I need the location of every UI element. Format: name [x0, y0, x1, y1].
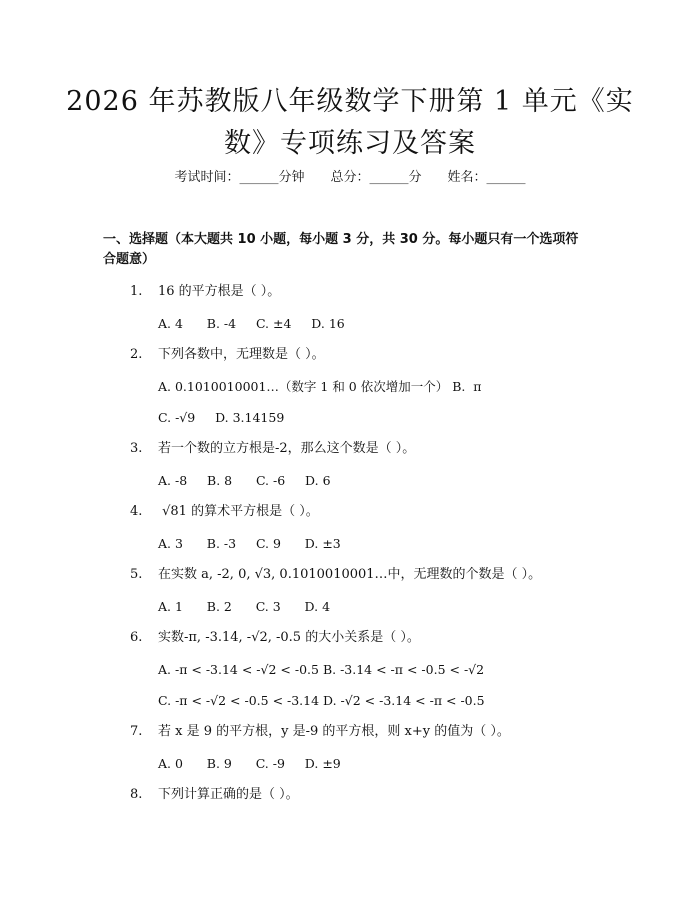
exam-info-row	[0, 168, 700, 188]
answer-options-line: C. -π < -√2 < -0.5 < -3.14 D. -√2 < -3.14 < -π < -0.5	[158, 693, 485, 708]
total-score-label: 总分：	[330, 170, 370, 185]
total-score-unit: 分	[408, 170, 422, 185]
student-name-blank: ______	[486, 170, 526, 185]
question-2	[130, 345, 325, 365]
exam-time-blank: ______	[239, 170, 279, 185]
answer-options-line: A. 0.1010010001…（数字 1 和 0 依次增加一个） B. π	[158, 379, 482, 394]
question-text: 下列计算正确的是（ ）。	[158, 787, 299, 802]
answer-options-line: A. 4 B. -4 C. ±4 D. 16	[158, 316, 345, 331]
question-text: 在实数 a, -2, 0, √3, 0.1010010001…中，无理数的个数是（ ）。	[158, 567, 542, 582]
question-text: 若一个数的立方根是-2，那么这个数是（ ）。	[158, 441, 416, 456]
question-number: 6.	[130, 630, 143, 645]
question-number: 2.	[130, 347, 143, 362]
page-title-line-2: 数》专项练习及答案	[224, 128, 476, 159]
answer-options-line: A. -8 B. 8 C. -6 D. 6	[158, 473, 331, 488]
answer-options-line: A. 3 B. -3 C. 9 D. ±3	[158, 536, 341, 551]
student-name-label: 姓名：	[447, 170, 487, 185]
question-3	[130, 439, 415, 459]
page-title-line-1: 2026 年苏教版八年级数学下册第 1 单元《实	[66, 86, 634, 117]
answer-options-line: A. 1 B. 2 C. 3 D. 4	[158, 599, 331, 614]
question-number: 1.	[130, 284, 143, 299]
question-text: √81 的算术平方根是（ ）。	[158, 504, 319, 519]
question-text: 若 x 是 9 的平方根，y 是-9 的平方根，则 x+y 的值为（ ）。	[158, 724, 510, 739]
question-4	[130, 502, 319, 522]
exam-time-unit: 分钟	[278, 170, 305, 185]
answer-options-line: A. 0 B. 9 C. -9 D. ±9	[158, 756, 341, 771]
exam-time-label: 考试时间：	[174, 170, 240, 185]
question-8	[130, 785, 299, 805]
section-heading-line-1: 一、选择题（本大题共 10 小题，每小题 3 分，共 30 分。每小题只有一个选项符	[103, 232, 579, 247]
question-number: 5.	[130, 567, 143, 582]
question-number: 8.	[130, 787, 143, 802]
section-heading-line-2: 合题意）	[103, 252, 156, 267]
question-7	[130, 722, 510, 742]
question-1	[130, 282, 280, 302]
question-5	[130, 565, 541, 585]
question-text: 实数-π, -3.14, -√2, -0.5 的大小关系是（ ）。	[158, 630, 420, 645]
question-text: 下列各数中，无理数是（ ）。	[158, 347, 325, 362]
total-score-blank: ______	[369, 170, 409, 185]
question-number: 3.	[130, 441, 143, 456]
answer-options-line: C. -√9 D. 3.14159	[158, 410, 285, 425]
answer-options-line: A. -π < -3.14 < -√2 < -0.5 B. -3.14 < -π < -0.5 < -√2	[158, 662, 485, 677]
question-number: 7.	[130, 724, 143, 739]
question-number: 4.	[130, 504, 143, 519]
question-text: 16 的平方根是（ ）。	[158, 284, 281, 299]
question-6	[130, 628, 420, 648]
